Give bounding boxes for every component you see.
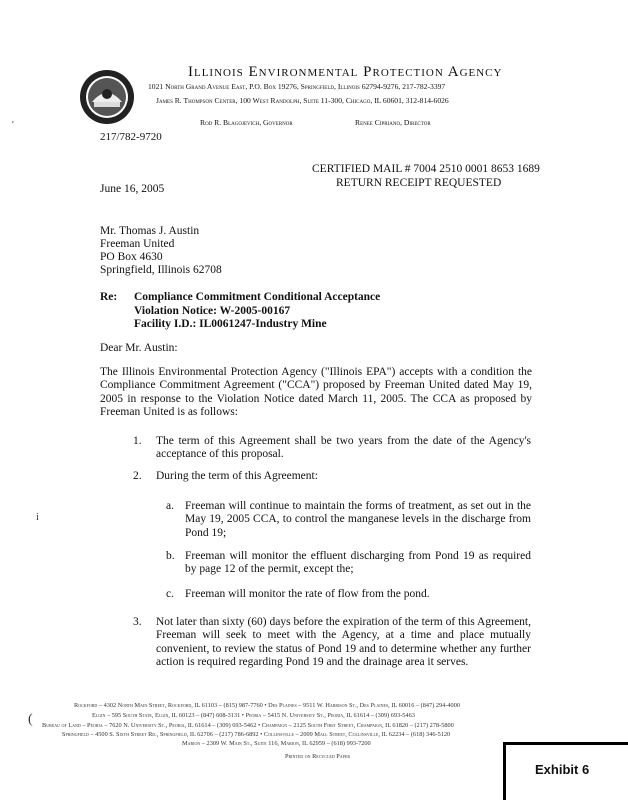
recycled-paper-note: Printed on Recycled Paper — [285, 753, 351, 760]
item-2-text: During the term of this Agreement: — [156, 470, 318, 482]
governor-name: Rod R. Blagojevich, Governor — [200, 118, 293, 127]
illinois-epa-seal-icon — [78, 68, 136, 126]
agency-phone: 217/782-9720 — [100, 131, 162, 143]
subitem-b-label: b. — [166, 550, 175, 562]
subject-label: Re: — [100, 291, 118, 303]
footer-line4: Springfield – 4500 S. Sixth Street Rd., Springfield, IL 62706 – (217) 786-6892 • Collinsville – 2009 Mall Street, Collinsville, IL 62234 – (618) 346-5120 — [62, 731, 451, 738]
margin-mark: ( — [28, 712, 33, 727]
certified-mail-block — [312, 162, 540, 190]
intro-paragraph: The Illinois Environmental Protection Agency ("Illinois EPA") accepts with a condition the Compliance Commitment Agreement ("CCA") proposed by Freeman United dated May 19, 2005 in response to the Violation Notice dated March 11, 2005. The CCA as proposed by Freeman United is as follows: — [100, 366, 532, 419]
item-3-number: 3. — [133, 616, 142, 628]
certified-mail-number: CERTIFIED MAIL # 7004 2510 0001 8653 1689 — [312, 163, 540, 175]
recipient-po-box: PO Box 4630 — [100, 251, 163, 263]
footer-line5: Marion – 2309 W. Main St., Suite 116, Marion, IL 62959 – (618) 993-7200 — [182, 740, 371, 747]
subject-line2: Violation Notice: W-2005-00167 — [134, 304, 291, 317]
subitem-c-label: c. — [166, 588, 174, 600]
subitem-b-text: Freeman will monitor the effluent discharging from Pond 19 as required by page 12 of the permit, except the; — [185, 550, 531, 576]
footer-line3: Bureau of Land – Peoria – 7620 N. University St., Peoria, IL 61614 – (309) 693-5462 • Champaign – 2125 South First Street, Champaign, IL 61820 – (217) 278-5800 — [42, 722, 454, 729]
recipient-company: Freeman United — [100, 238, 175, 250]
item-2-number: 2. — [133, 470, 142, 482]
subitem-a-text: Freeman will continue to maintain the forms of treatment, as set out in the May 19, 2005 CCA, to control the manganese levels in the discharge from Pond 19; — [185, 500, 531, 539]
item-1-text: The term of this Agreement shall be two years from the date of the Agency's acceptance of this proposal. — [156, 435, 531, 461]
agency-address-line2: James R. Thompson Center, 100 West Randolph, Suite 11-300, Chicago, IL 60601, 312-814-6026 — [156, 96, 449, 105]
subitem-c-text: Freeman will monitor the rate of flow from the pond. — [185, 588, 430, 600]
recipient-address — [100, 225, 222, 277]
margin-mark: ' — [12, 120, 14, 131]
recipient-city: Springfield, Illinois 62708 — [100, 264, 222, 276]
subitem-a-label: a. — [166, 500, 174, 512]
footer-line2: Elgin – 595 South State, Elgin, IL 60123 – (847) 608-3131 • Peoria – 5415 N. University St., Peoria, IL 61614 – (309) 693-5463 — [92, 712, 415, 719]
recipient-name: Mr. Thomas J. Austin — [100, 225, 200, 237]
letter-date: June 16, 2005 — [100, 183, 165, 195]
item-1-number: 1. — [133, 435, 142, 447]
margin-mark: i — [36, 512, 39, 523]
footer-line1: Rockford – 4302 North Main Street, Rockford, IL 61103 – (815) 987-7760 • Des Plaines – 9511 W. Harrison St., Des Plaines, IL 60016 – (847) 294-4000 — [74, 702, 461, 709]
subject-lines — [134, 291, 380, 332]
return-receipt-requested: RETURN RECEIPT REQUESTED — [336, 177, 502, 189]
salutation: Dear Mr. Austin: — [100, 342, 178, 354]
agency-name: Illinois Environmental Protection Agency — [188, 64, 503, 80]
subject-line3: Facility I.D.: IL0061247-Industry Mine — [134, 318, 327, 330]
exhibit-label: Exhibit 6 — [535, 762, 590, 777]
director-name: Renee Cipriano, Director — [355, 118, 431, 127]
agency-address-line1: 1021 North Grand Avenue East, P.O. Box 19276, Springfield, Illinois 62794-9276, 217-782-3397 — [148, 82, 446, 91]
item-3-text: Not later than sixty (60) days before the expiration of the term of this Agreement, Freeman will seek to meet with the Agency, at a time and place mutually convenient, to review the status of Pond 19 and to determine whether any further action is required regarding Pond 19 and the drainage area it serves. — [156, 616, 531, 669]
subject-line1: Compliance Commitment Conditional Acceptance — [134, 291, 381, 303]
